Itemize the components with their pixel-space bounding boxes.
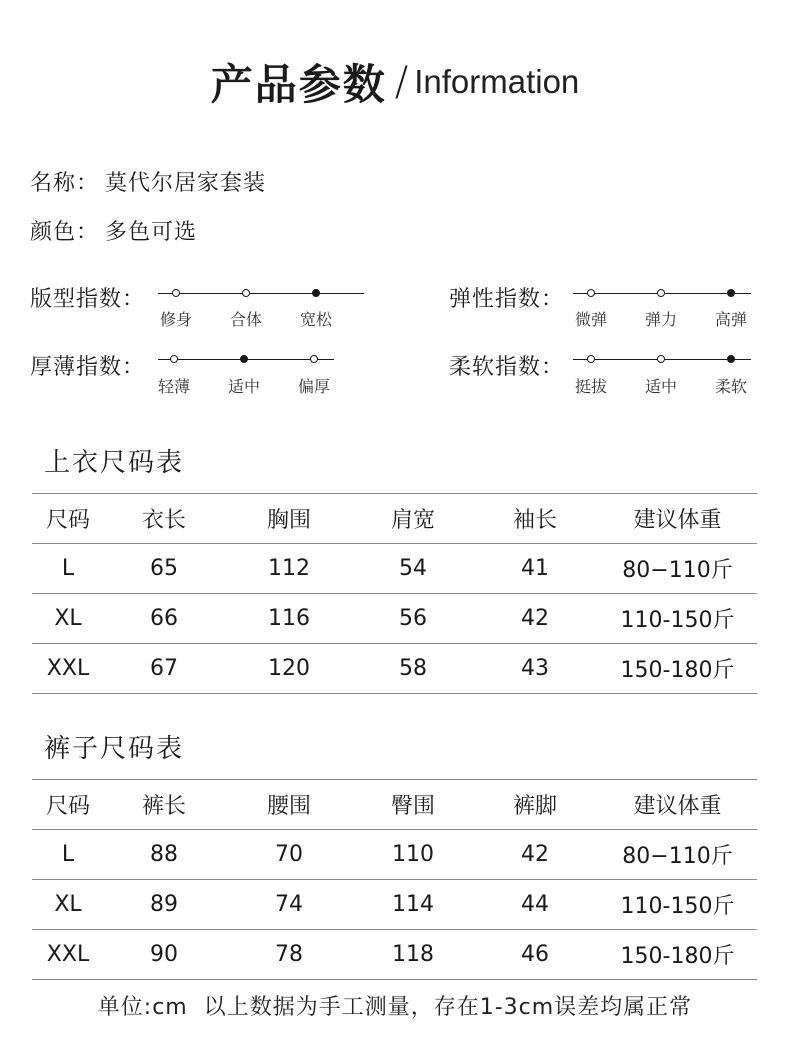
softness-index-label: 柔软指数：	[449, 355, 565, 380]
fit-level-3: 宽松	[299, 310, 333, 329]
table-cell: 110-150斤	[598, 880, 757, 930]
table-cell: 116	[224, 594, 354, 644]
column-header: 袖长	[472, 494, 598, 544]
fit-index-label: 版型指数：	[30, 287, 146, 312]
table-row	[32, 544, 757, 594]
column-header: 建议体重	[598, 494, 757, 544]
thickness-level-2: 适中	[227, 377, 261, 396]
product-name-value: 莫代尔居家套装	[105, 171, 267, 196]
elasticity-index-scale	[573, 293, 751, 294]
table-cell: 58	[354, 644, 472, 694]
table-cell: 78	[224, 930, 354, 980]
table-cell: 43	[472, 644, 598, 694]
table-cell: XL	[32, 880, 104, 930]
thickness-index-label: 厚薄指数：	[30, 355, 146, 380]
table-cell: 54	[354, 544, 472, 594]
table-cell: 120	[224, 644, 354, 694]
elasticity-index	[449, 282, 789, 342]
fit-index	[30, 282, 370, 342]
table-cell: 110-150斤	[598, 594, 757, 644]
table-header-row	[32, 494, 757, 544]
table-cell: XL	[32, 594, 104, 644]
top-size-table	[32, 493, 757, 694]
softness-level-dot-3	[727, 355, 735, 363]
table-cell: 65	[104, 544, 224, 594]
column-header: 建议体重	[598, 780, 757, 830]
softness-level-2: 适中	[644, 377, 678, 396]
table-cell: 80−110斤	[598, 544, 757, 594]
table-cell: 90	[104, 930, 224, 980]
table-cell: 66	[104, 594, 224, 644]
title-divider: /	[394, 59, 409, 105]
elasticity-level-1: 微弹	[574, 310, 608, 329]
table-cell: L	[32, 544, 104, 594]
table-cell: XXL	[32, 930, 104, 980]
column-header: 臀围	[354, 780, 472, 830]
fit-level-1: 修身	[159, 310, 193, 329]
column-header: 尺码	[32, 494, 104, 544]
thickness-level-3: 偏厚	[297, 377, 331, 396]
column-header: 胸围	[224, 494, 354, 544]
thickness-level-1: 轻薄	[157, 377, 191, 396]
page-subtitle: Information	[414, 63, 580, 100]
table-cell: 118	[354, 930, 472, 980]
softness-level-1: 挺拔	[574, 377, 608, 396]
page-header	[0, 52, 790, 112]
thickness-index	[30, 350, 370, 410]
pants-size-table	[32, 779, 757, 980]
fit-level-2: 合体	[229, 310, 263, 329]
fit-level-dot-2	[242, 289, 250, 297]
table-cell: 110	[354, 830, 472, 880]
column-header: 裤脚	[472, 780, 598, 830]
table-cell: 80−110斤	[598, 830, 757, 880]
page-title: 产品参数	[210, 60, 387, 109]
table-cell: XXL	[32, 644, 104, 694]
elasticity-index-label: 弹性指数：	[449, 287, 565, 312]
table-cell: 70	[224, 830, 354, 880]
table-cell: 74	[224, 880, 354, 930]
table-cell: L	[32, 830, 104, 880]
fit-index-scale	[158, 293, 364, 294]
elasticity-level-2: 弹力	[644, 310, 678, 329]
elasticity-level-dot-1	[587, 289, 595, 297]
softness-level-dot-2	[657, 355, 665, 363]
column-header: 裤长	[104, 780, 224, 830]
elasticity-level-3: 高弹	[714, 310, 748, 329]
top-size-table-title: 上衣尺码表	[44, 448, 185, 478]
table-cell: 150-180斤	[598, 930, 757, 980]
pants-size-table-title: 裤子尺码表	[44, 734, 185, 764]
softness-level-3: 柔软	[714, 377, 748, 396]
elasticity-level-dot-3	[727, 289, 735, 297]
table-cell: 42	[472, 830, 598, 880]
table-row	[32, 644, 757, 694]
softness-level-dot-1	[587, 355, 595, 363]
measurement-note: 单位:cm 以上数据为手工测量，存在1-3cm误差均属正常	[97, 995, 693, 1020]
softness-index-scale	[573, 359, 751, 360]
column-header: 尺码	[32, 780, 104, 830]
table-row	[32, 830, 757, 880]
product-color-label: 颜色：	[30, 220, 100, 245]
table-cell: 42	[472, 594, 598, 644]
table-cell: 114	[354, 880, 472, 930]
fit-level-dot-1	[172, 289, 180, 297]
table-cell: 150-180斤	[598, 644, 757, 694]
thickness-level-dot-3	[310, 355, 318, 363]
table-row	[32, 880, 757, 930]
product-color-row	[30, 215, 197, 246]
table-cell: 112	[224, 544, 354, 594]
table-cell: 41	[472, 544, 598, 594]
table-row	[32, 930, 757, 980]
thickness-level-dot-1	[170, 355, 178, 363]
product-name-row	[30, 166, 266, 197]
product-color-value: 多色可选	[105, 220, 198, 245]
column-header: 肩宽	[354, 494, 472, 544]
table-cell: 89	[104, 880, 224, 930]
elasticity-level-dot-2	[657, 289, 665, 297]
table-cell: 46	[472, 930, 598, 980]
table-row	[32, 594, 757, 644]
table-cell: 67	[104, 644, 224, 694]
table-cell: 88	[104, 830, 224, 880]
table-cell: 44	[472, 880, 598, 930]
thickness-index-scale	[158, 359, 334, 360]
table-cell: 56	[354, 594, 472, 644]
column-header: 腰围	[224, 780, 354, 830]
table-header-row	[32, 780, 757, 830]
thickness-level-dot-2	[240, 355, 248, 363]
fit-level-dot-3	[312, 289, 320, 297]
softness-index	[449, 350, 789, 410]
column-header: 衣长	[104, 494, 224, 544]
product-name-label: 名称：	[30, 171, 100, 196]
